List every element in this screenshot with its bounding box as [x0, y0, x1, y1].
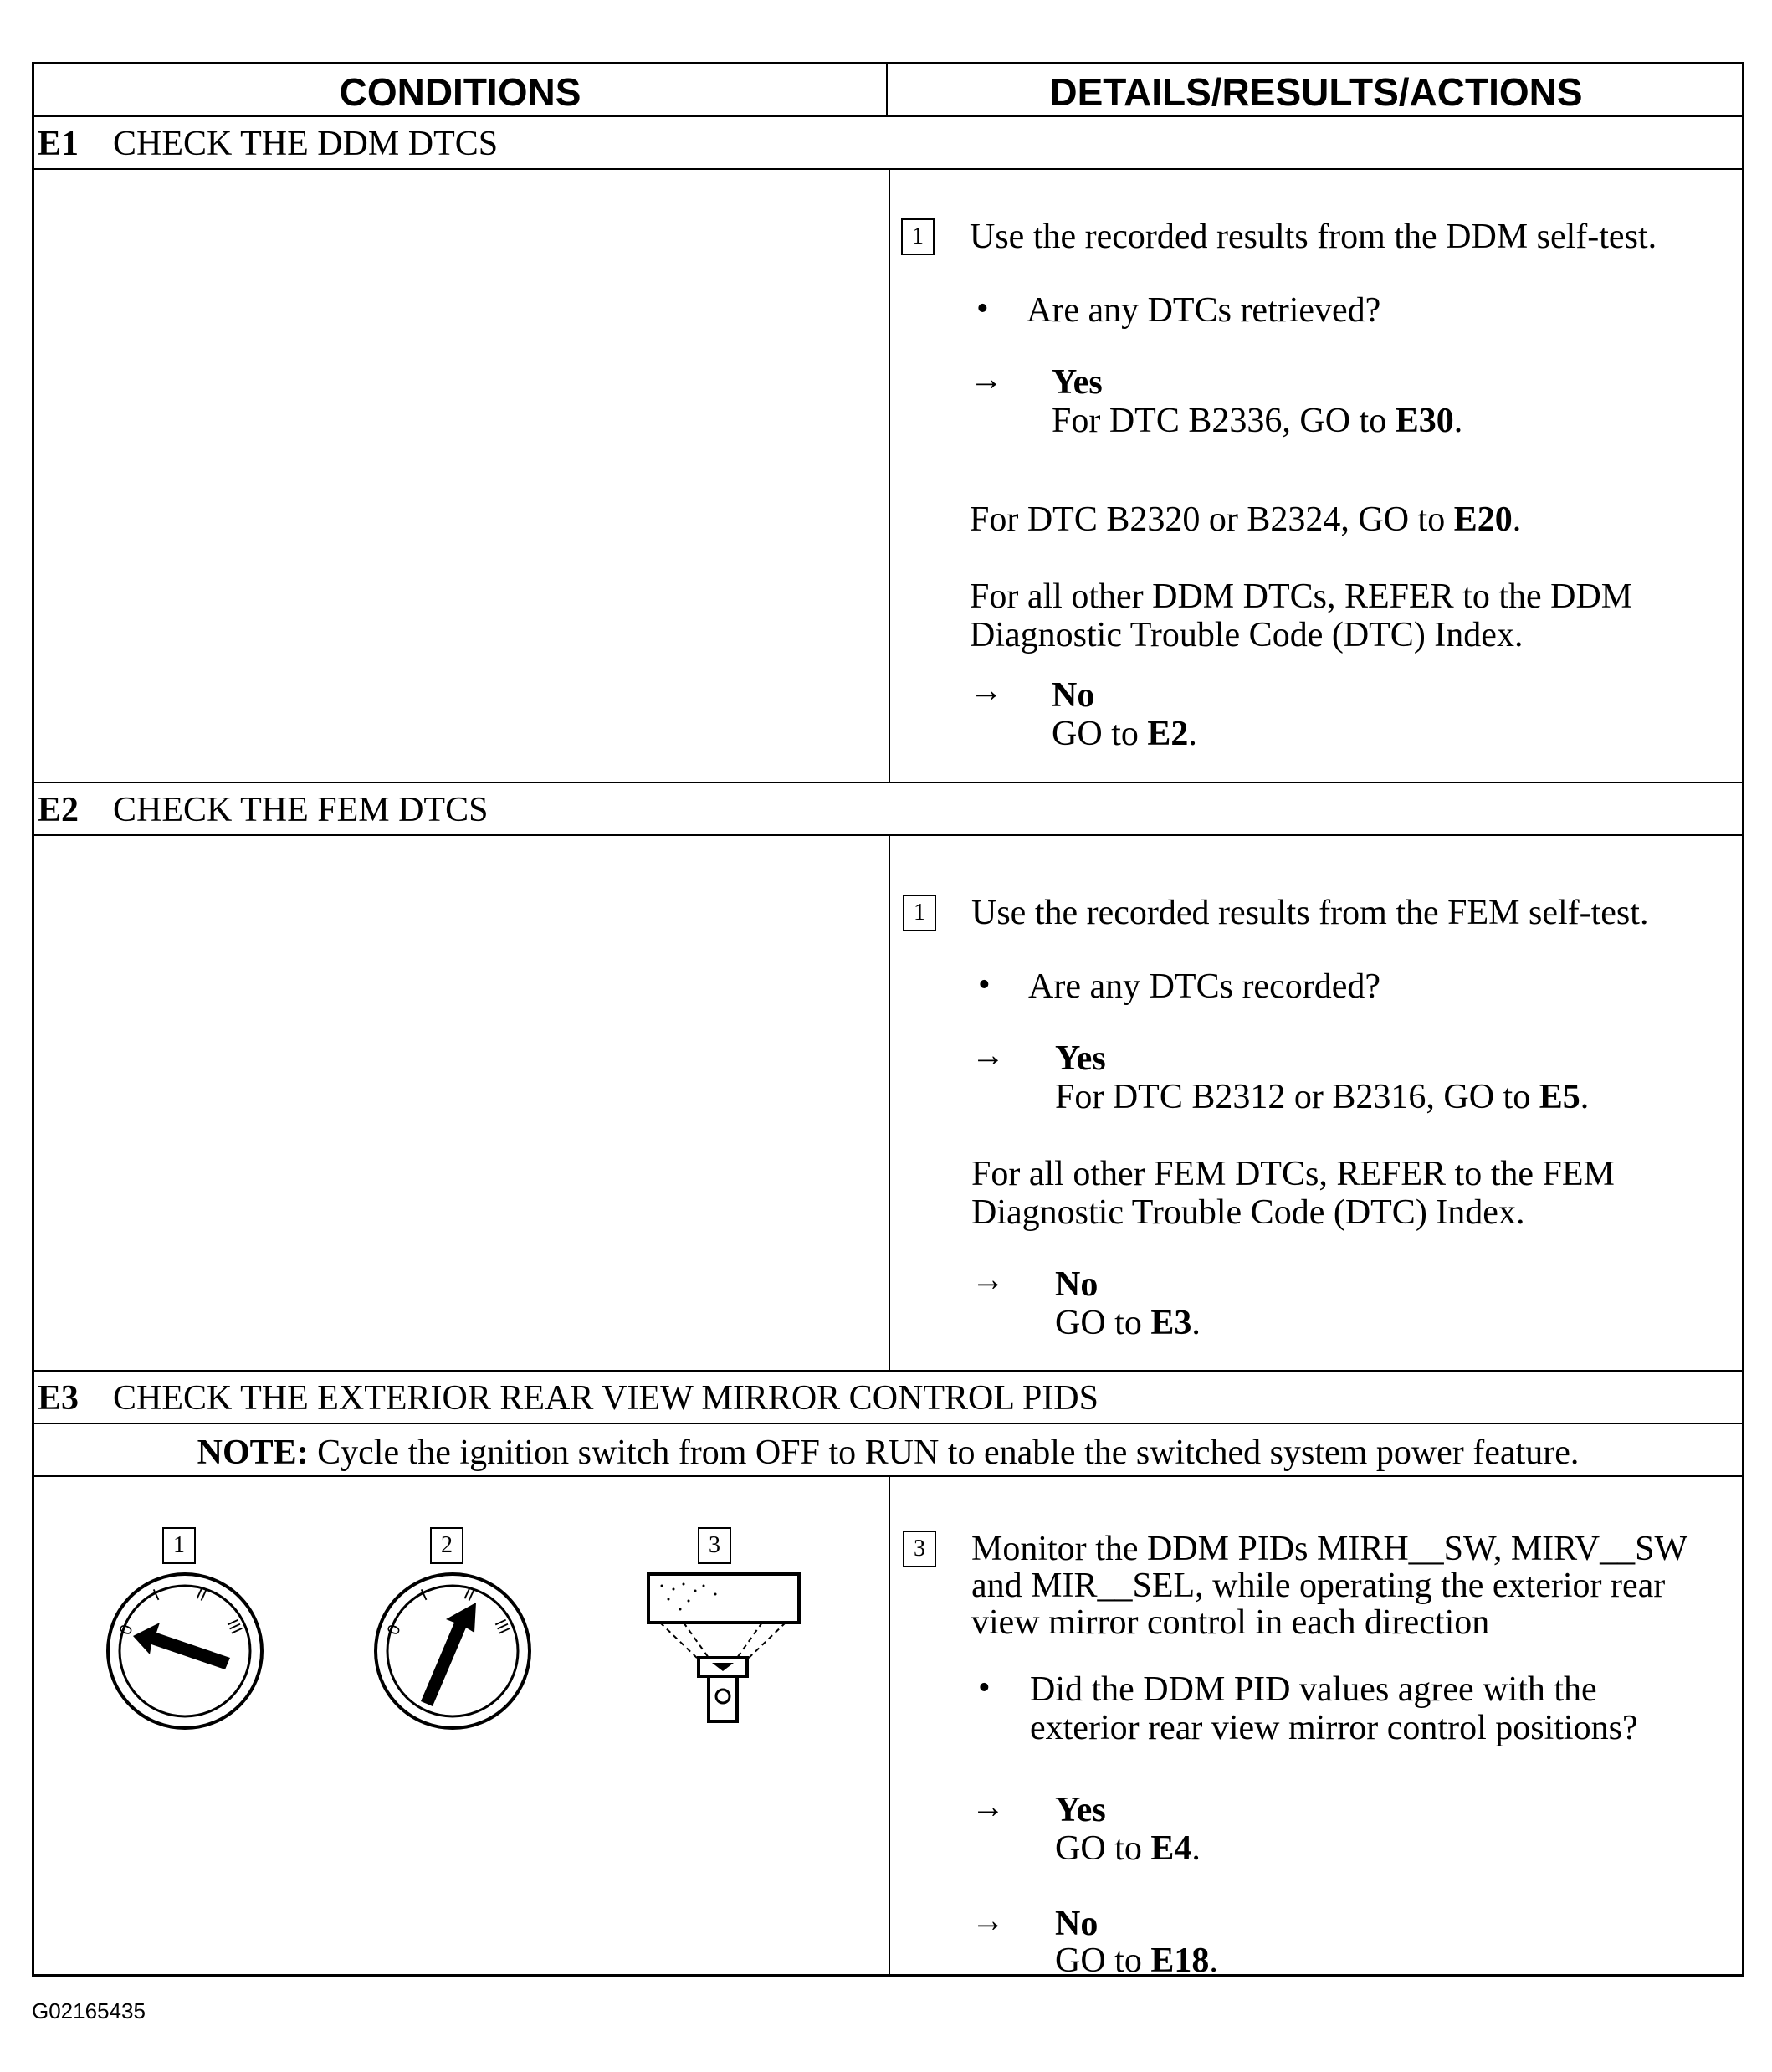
e3-question-2: exterior rear view mirror control positions? — [1030, 1709, 1638, 1747]
fig-step-box-2: 2 — [430, 1527, 463, 1564]
scan-tool-icon — [645, 1571, 812, 1746]
e1-yes-arrow-icon: → — [970, 360, 1003, 397]
fig-step-box-3: 3 — [698, 1527, 731, 1564]
e2-link-e3[interactable]: E3 — [1150, 1304, 1192, 1342]
ign2-label-1: I — [417, 1586, 431, 1605]
e1-yes-label: Yes — [1052, 363, 1103, 402]
figure-code: G02165435 — [32, 1998, 146, 2023]
e3-title: CHECK THE EXTERIOR REAR VIEW MIRROR CONTROL PIDS — [113, 1379, 1099, 1418]
e2-step-box: 1 — [903, 895, 936, 931]
ignition-run-icon — [369, 1567, 536, 1735]
e2-body-row — [34, 836, 1742, 1372]
e3-no-line: GO to E18. — [1055, 1941, 1218, 1980]
e1-yes-line-c1: For all other DDM DTCs, REFER to the DDM — [970, 577, 1633, 616]
ign2-label-2: II — [460, 1584, 478, 1606]
ignition-off-icon — [101, 1567, 269, 1735]
e2-no-line: GO to E3. — [1055, 1304, 1201, 1342]
e2-title-row — [34, 783, 1742, 836]
e2-link-e5[interactable]: E5 — [1539, 1078, 1580, 1116]
ign2-label-3: III — [490, 1616, 514, 1638]
e2-bullet-icon: • — [978, 966, 991, 1004]
e3-instruction-3: view mirror control in each direction — [971, 1603, 1490, 1642]
e1-title-row — [34, 117, 1742, 170]
e3-instruction-2: and MIR__SEL, while operating the exterior rear — [971, 1567, 1666, 1605]
e1-bullet-icon: • — [976, 290, 989, 328]
e1-yes-line-c2: Diagnostic Trouble Code (DTC) Index. — [970, 616, 1524, 654]
e3-note: NOTE: Cycle the ignition switch from OFF to RUN to enable the switched system power feature. — [197, 1433, 1580, 1472]
e1-yes-line-a: For DTC B2336, GO to E30. — [1052, 402, 1463, 440]
e3-bullet-icon: • — [978, 1669, 991, 1707]
e2-yes-label: Yes — [1055, 1039, 1106, 1078]
diagnostic-table — [32, 62, 1744, 1980]
e1-yes-line-b: For DTC B2320 or B2324, GO to E20. — [970, 500, 1522, 539]
e1-body-row — [34, 170, 1742, 783]
e2-title: CHECK THE FEM DTCS — [113, 791, 489, 829]
e1-no-label: No — [1052, 676, 1095, 715]
e3-yes-label: Yes — [1055, 1791, 1106, 1829]
e1-no-line: GO to E2. — [1052, 715, 1197, 753]
e3-yes-arrow-icon: → — [971, 1787, 1005, 1825]
e3-link-e4[interactable]: E4 — [1150, 1829, 1192, 1868]
e1-no-arrow-icon: → — [970, 671, 1003, 709]
e3-id: E3 — [38, 1379, 79, 1418]
e2-no-arrow-icon: → — [971, 1260, 1005, 1298]
e1-step-box: 1 — [901, 218, 935, 255]
e3-no-arrow-icon: → — [971, 1901, 1005, 1939]
e2-yes-line-c2: Diagnostic Trouble Code (DTC) Index. — [971, 1193, 1525, 1232]
e3-body-row — [34, 1477, 1742, 1980]
e1-title: CHECK THE DDM DTCS — [113, 125, 499, 163]
e3-title-row — [34, 1372, 1742, 1424]
ign2-label-0: 0 — [384, 1622, 405, 1638]
e2-id: E2 — [38, 791, 79, 829]
table-header-row — [34, 64, 1742, 117]
e2-yes-line-a: For DTC B2312 or B2316, GO to E5. — [1055, 1078, 1590, 1116]
ign1-label-3: III — [223, 1616, 246, 1638]
ign1-label-1: I — [150, 1586, 163, 1605]
e1-link-e20[interactable]: E20 — [1453, 500, 1513, 539]
conditions-header: CONDITIONS — [339, 70, 581, 114]
e2-instruction: Use the recorded results from the FEM self-test. — [971, 894, 1649, 932]
e3-instruction-1: Monitor the DDM PIDs MIRH__SW, MIRV__SW — [971, 1530, 1688, 1568]
e1-id: E1 — [38, 125, 79, 163]
details-header: DETAILS/RESULTS/ACTIONS — [1049, 70, 1583, 114]
e3-link-e18[interactable]: E18 — [1150, 1941, 1210, 1980]
fig-step-box-1: 1 — [162, 1527, 196, 1564]
e2-yes-arrow-icon: → — [971, 1036, 1005, 1074]
e1-link-e2[interactable]: E2 — [1147, 715, 1189, 753]
e2-no-label: No — [1055, 1265, 1099, 1304]
e2-question: Are any DTCs recorded? — [1028, 967, 1380, 1006]
e2-yes-line-c1: For all other FEM DTCs, REFER to the FEM — [971, 1155, 1615, 1193]
e1-instruction: Use the recorded results from the DDM self-test. — [970, 218, 1657, 256]
e3-yes-line: GO to E4. — [1055, 1829, 1201, 1868]
e3-note-row — [34, 1424, 1742, 1477]
ign1-label-0: 0 — [116, 1622, 137, 1638]
e3-no-label: No — [1055, 1905, 1099, 1943]
e3-question-1: Did the DDM PID values agree with the — [1030, 1670, 1597, 1709]
e1-link-e30[interactable]: E30 — [1395, 402, 1454, 440]
e1-question: Are any DTCs retrieved? — [1027, 291, 1381, 330]
e3-step-box: 3 — [903, 1531, 936, 1567]
ign1-label-2: II — [192, 1584, 210, 1606]
